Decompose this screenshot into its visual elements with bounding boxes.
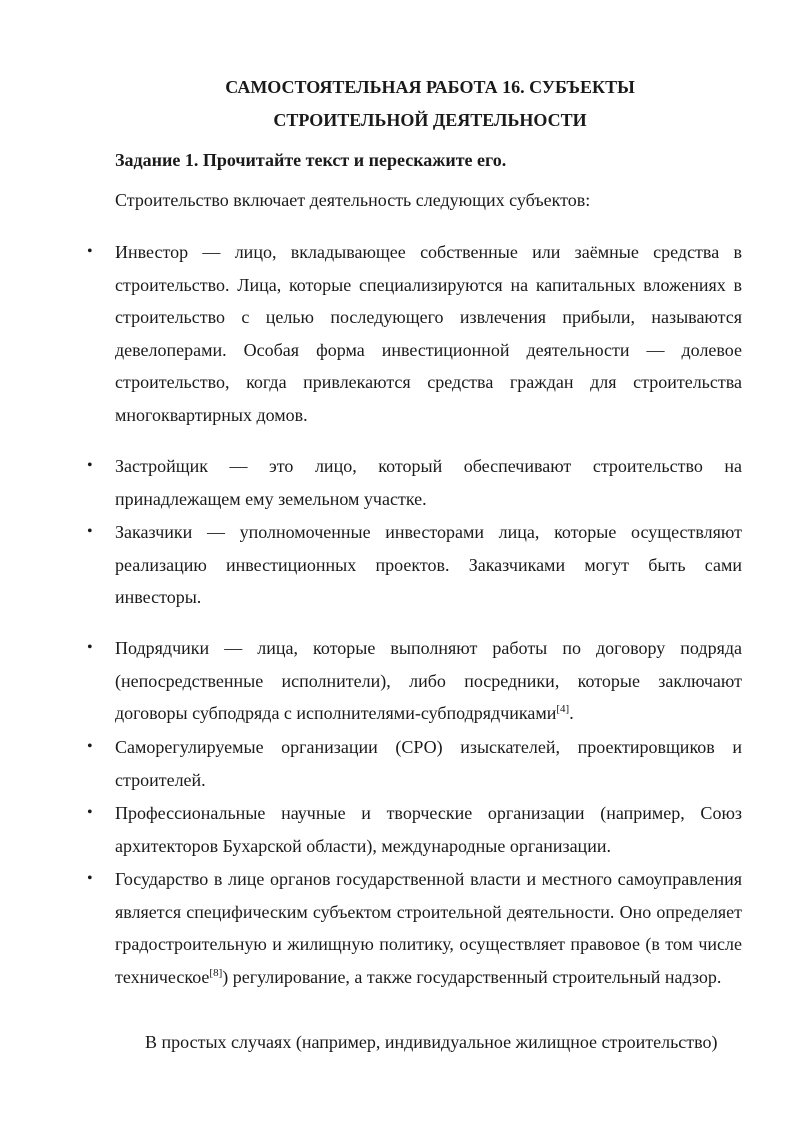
list-item-state (87, 863, 742, 993)
intro-paragraph: Строительство включает деятельность следующих субъектов: (115, 190, 591, 210)
task-heading: Задание 1. Прочитайте текст и перескажите его. (115, 150, 507, 170)
bullet-icon: • (87, 523, 93, 540)
list-item-developer (87, 450, 742, 515)
list-item-customers (87, 516, 742, 614)
list-item-text: Саморегулируемые организации (СРО) изыскателей, проектировщиков и строителей. (115, 737, 742, 790)
list-item-tail: . (569, 703, 574, 723)
title-line-1: САМОСТОЯТЕЛЬНАЯ РАБОТА 16. СУБЪЕКТЫ (225, 77, 635, 97)
closing-paragraph: В простых случаях (например, индивидуальное жилищное строительство) (145, 1032, 718, 1052)
list-item-sro (87, 731, 742, 796)
list-item-text: Застройщик — это лицо, который обеспечивают строительство на принадлежащем ему земельном участке. (115, 456, 742, 509)
title-line-2: СТРОИТЕЛЬНОЙ ДЕЯТЕЛЬНОСТИ (273, 110, 587, 130)
list-item-text: Инвестор — лицо, вкладывающее собственные или заёмные средства в строительство. Лица, которые специализируются на капитальных вложениях в строительство с целью последующего извлечения прибыли, называются девелоперами. Особая форма инвестиционной деятельности — долевое строительство, когда привлекаются средства граждан для строительства многоквартирных домов. (115, 242, 742, 425)
bullet-icon: • (87, 804, 93, 821)
list-item-text: Подрядчики — лица, которые выполняют работы по договору подряда (непосредственные исполнители), либо посредники, которые заключают договоры субподряда с исполнителями-субподрядчиками (115, 638, 742, 723)
footnote-ref[interactable]: [8] (209, 966, 223, 979)
footnote-ref[interactable]: [4] (556, 703, 570, 715)
bullet-icon: • (87, 639, 93, 656)
list-item-text: Государство в лице органов государственной власти и местного самоуправления является специфическим субъектом строительной деятельности. Оно определяет градостроительную и жилищную политику, осуществляет правовое (в том числе техническое (115, 869, 742, 987)
bullet-icon: • (87, 870, 93, 887)
bullet-icon: • (87, 243, 93, 260)
list-item-investor (87, 236, 742, 431)
list-item-text: Заказчики — уполномоченные инвесторами лица, которые осуществляют реализацию инвестиционных проектов. Заказчиками могут быть сами инвесторы. (115, 522, 742, 607)
list-item-contractors (87, 632, 742, 730)
bullet-icon: • (87, 738, 93, 755)
list-item-text: Профессиональные научные и творческие организации (например, Союз архитекторов Бухарской области), международные организации. (115, 803, 742, 856)
list-item-tail: ) регулирование, а также государственный строительный надзор. (222, 966, 722, 987)
list-item-organizations (87, 797, 742, 862)
bullet-icon: • (87, 457, 93, 474)
